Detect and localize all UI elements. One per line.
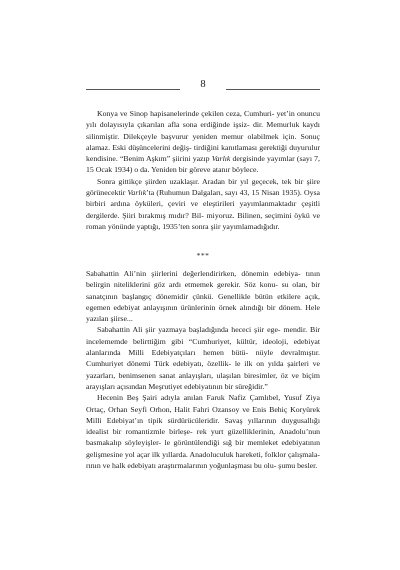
text-line: miyoruz. Bilinen, seçimini öykü ve roman yönünde yaptığı, [86,210,320,231]
text-line: tirdiğini kanıtlaması gerektiği duyurulur kendisine. “Benim [86,142,320,164]
text-line: Sonra gittikçe şiirden uzaklaşır. Aradan bir yıl geçecek, tek [97,176,292,186]
text-line: Nisan 1935). Oysa birbiri ardına öyküleri, çeviri ve eleştirileri [86,188,320,209]
text-line: Sabahattin Ali şiir yazmaya başladığında hececi şiir ege- [97,325,281,335]
text-line: Enis Behiç Koryürek Milli Edebiyat’ın tipik sürdürücüleridir. [86,404,321,425]
text-line: Hecenin Beş Şairi adıyla anılan Faruk Nafiz Çamlıbel, [97,393,281,403]
paragraph-five-poets [86,392,320,471]
text-line: ulaşılan biresimler, öz ve biçim arayışları açısından Meşrutiyet [86,370,320,391]
text-line: Aşkım” şiirini yazıp [145,154,212,164]
text-line: bütün etkilere açık, egemen edebiyat anlayışının ürünlerinin [86,291,320,312]
text-line: Konya ve Sinop hapisanelerinde çekilen ceza, Cumhuri- [97,109,275,118]
text-line: örnek alındığı bir dönem. Hele yazılan şiirse... [86,302,321,324]
page-header [86,78,320,92]
paragraph-amnesty [86,108,320,176]
text-line: yet’in onuncu yılı dolayısıyla çıkarılan afla sona erdiğinde işsiz- [86,109,320,130]
header-rule-right [226,89,320,90]
text-line: rek yurt güzelliklerinin, Anadolu’nun basmakalıp söyleyişler- [86,427,321,448]
text-line: Savaş yıllarının duygusallığı idealist bir romantizmle birleşe- [86,415,320,437]
paragraph-syllabic-poetry [86,324,320,392]
text-line: şumu besler. [278,461,318,471]
text-line: dir. Memurluk kaydı silinmiştir. Dilekçeyle başvurur yeniden [86,120,320,141]
text-line: bir şiire görünecektir [86,176,320,198]
text-line: 1935’ten sonra şiir yayımlamadığıdır. [162,221,280,231]
text-line: yol açar ilk yıllarda. Anadoluculuk hareketi, folklor çalışmala- [124,449,320,459]
text-line: su olan, bir sanatçının başlangıç dönemidir çünkü. Genellikle [86,280,320,301]
text-line: Yusuf Ziya Ortaç, Orhan Seyfi Orhon, Halit Fahri Ozansoy ve [86,393,320,414]
text-line: Sabahattin Ali’nin şiirlerini değerlendirirken, dönemin edebiya- [86,269,301,278]
text-line: rının ve halk edebiyatı araştırmalarının yoğunlaşması bu olu- [86,461,277,471]
paragraph-evaluation [86,268,320,324]
text-line: le görüntülendiği sığ bir memleket edebiyatının gelişmesine [86,438,321,459]
text-line: edebiyatının bir süreğidir.” [184,381,268,391]
section-one [86,108,320,232]
text-line: mendir. Bir incelememde belirttiğim gibi “Cumhuriyet, kültür, [86,325,320,346]
section-separator: *** [196,251,210,260]
text-line: dergisinde yayımlar (sayı 7, 15 Ocak [86,154,320,175]
journal-title: Varlık [127,188,147,198]
journal-title: Varlık [211,154,231,164]
text-line: ideoloji, edebiyat alanlarında Milli Edebiyatçıları hemen bütü- [86,336,320,358]
text-line: yayımlanmaktadır çeşitli dergilerde. Şiiri bırakmış mıdır? Bil- [86,199,321,220]
text-line: 1934) o da. Yeniden bir göreve atanır böylece. [114,165,259,175]
text-line: ’ta (Ruhumun Dalgaları, sayı 43, 15 [146,188,260,198]
page-number: 8 [200,79,206,90]
text-line: tının belirgin niteliklerini göz ardı etmemek gerekir. Söz konu- [86,269,321,290]
paragraph-moving-away [86,176,320,232]
section-two [86,268,320,471]
text-line: le ilk on yılda şairleri ve yazarları, benimsenen sanat anlayışları, [86,359,320,380]
text-line: nüyle devralmıştır. Cumhuriyet dönemi Türk edebiyatı, özellik- [86,348,321,369]
text-line: memur olabilmek için. Sonuç alamaz. Eski düşüncelerini değiş- [86,131,320,152]
